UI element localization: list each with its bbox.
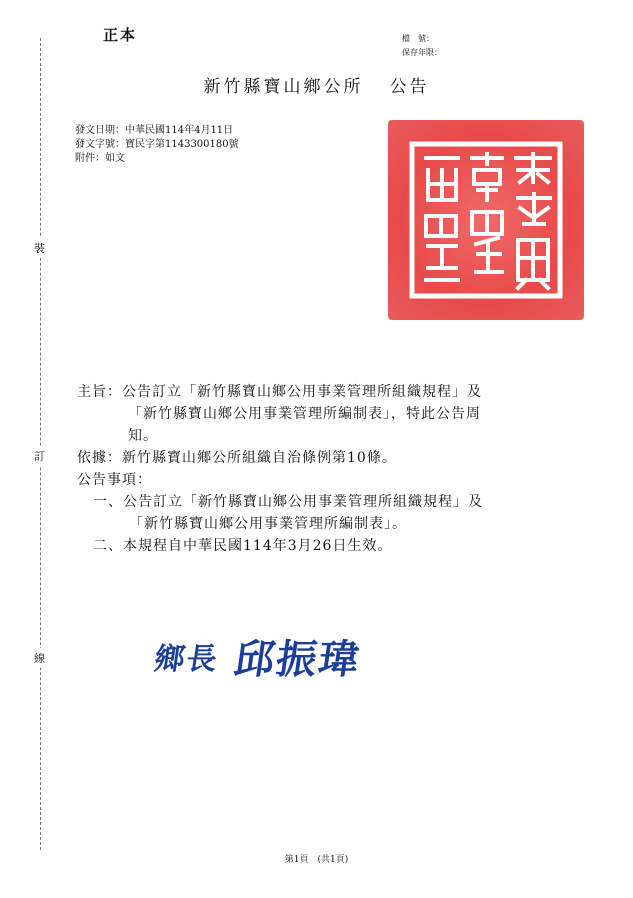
binding-char-xian: 線	[34, 648, 45, 668]
seal-graphic	[388, 120, 584, 320]
document-type: 公告	[389, 77, 430, 97]
issue-info	[75, 124, 239, 166]
announcement-item-1-line-1: 一、公告訂立「新竹縣寶山鄉公用事業管理所組織規程」及	[93, 494, 483, 510]
binding-char-zhuang: 裝	[34, 238, 45, 258]
official-seal	[388, 120, 584, 320]
subject-line-1: 主旨：公告訂立「新竹縣寶山鄉公用事業管理所組織規程」及	[77, 384, 482, 400]
signature-title: 鄉長	[152, 642, 222, 677]
announcement-item-2: 二、本規程自中華民國114年3月26日生效。	[93, 538, 393, 554]
binding-margin-line	[40, 38, 41, 850]
signature-name: 邱振瑋	[231, 636, 364, 683]
page-number: 第1頁 (共1頁)	[284, 855, 349, 865]
retention-period-label: 保存年限：	[402, 48, 442, 57]
basis-line: 依據：新竹縣寶山鄉公所組織自治條例第10條。	[77, 450, 397, 466]
issue-number: 發文字號：寶民字第1143300180號	[75, 139, 239, 150]
announcement-item-1-line-2: 「新竹縣寶山鄉公用事業管理所編制表」。	[129, 516, 407, 532]
township-chief-signature	[151, 628, 365, 685]
issuing-organization: 新竹縣寶山鄉公所	[203, 77, 364, 97]
document-title	[0, 72, 633, 97]
file-number-label: 檔 號：	[402, 34, 434, 43]
attachment: 附件：如文	[75, 153, 125, 164]
subject-line-3: 知。	[128, 428, 158, 444]
original-copy-label: 正本	[103, 26, 138, 44]
subject-line-2: 「新竹縣寶山鄉公用事業管理所編制表」，特此公告周	[128, 406, 481, 422]
issue-date: 發文日期：中華民國114年4月11日	[75, 125, 234, 136]
announcement-items-heading: 公告事項：	[77, 472, 152, 488]
binding-char-ding: 訂	[34, 446, 45, 466]
